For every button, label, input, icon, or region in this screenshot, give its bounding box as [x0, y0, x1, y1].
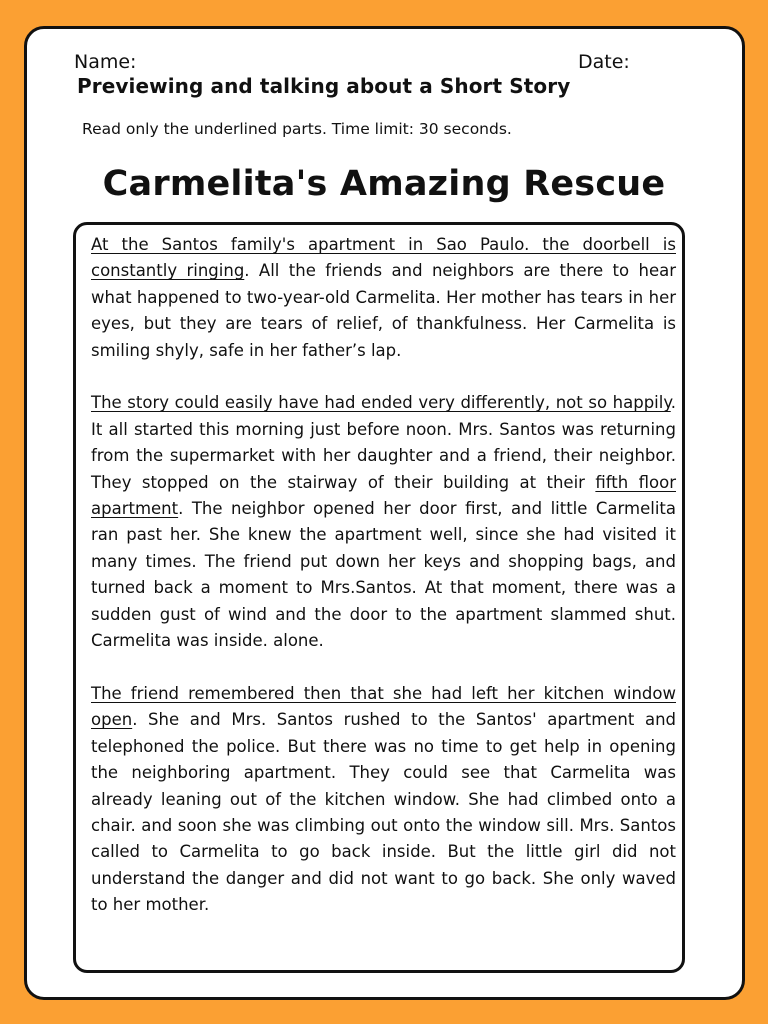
story-paragraph-2	[91, 390, 676, 654]
story-paragraph-3	[91, 681, 676, 919]
worksheet-subtitle: Previewing and talking about a Short Story	[77, 74, 571, 98]
underlined-phrase: At the Santos family's apartment in Sao Paulo. the doorbell is constantly ringing	[91, 235, 676, 281]
story-text	[91, 232, 676, 945]
instructions-text: Read only the underlined parts. Time limit: 30 seconds.	[82, 120, 512, 138]
underlined-phrase: fifth floor apartment	[91, 472, 676, 519]
story-title: Carmelita's Amazing Rescue	[102, 164, 666, 204]
story-paragraph-1	[91, 232, 676, 364]
date-label: Date:	[578, 51, 630, 73]
underlined-phrase: The story could easily have had ended very differently, not so happily	[91, 393, 671, 413]
underlined-phrase: The friend remembered then that she had left her kitchen window open	[91, 683, 676, 730]
paragraph-text: . She and Mrs. Santos rushed to the Santos' apartment and telephoned the police. But there was no time to get help in opening the neighboring apartment. They could see that Carmelita was already leaning out of the kitchen window. She had climbed onto a chair. and soon she was climbing out onto the window sill. Mrs. Santos called to Carmelita to go back inside. But the little girl did not understand the danger and did not want to go back. She only waved to her mother.	[91, 710, 676, 915]
name-label: Name:	[74, 51, 137, 73]
paragraph-text: . All the friends and neighbors are there to hear what happened to two-year-old Carmelita. Her mother has tears in her eyes, but they are tears of relief, of thankfulness. Her Carmelita is smiling shyly, safe in her father’s lap.	[91, 261, 677, 360]
paragraph-text: . The neighbor opened her door first, and little Carmelita ran past her. She knew the apartment well, since she had visited it many times. The friend put down her keys and shopping bags, and turned back a moment to Mrs.Santos. At that moment, there was a sudden gust of wind and the door to the apartment slammed shut. Carmelita was inside. alone.	[91, 499, 676, 651]
paragraph-text: . It all started this morning just before noon. Mrs. Santos was returning from the supermarket with her daughter and a friend, their neighbor. They stopped on the stairway of their building at their	[91, 393, 676, 492]
